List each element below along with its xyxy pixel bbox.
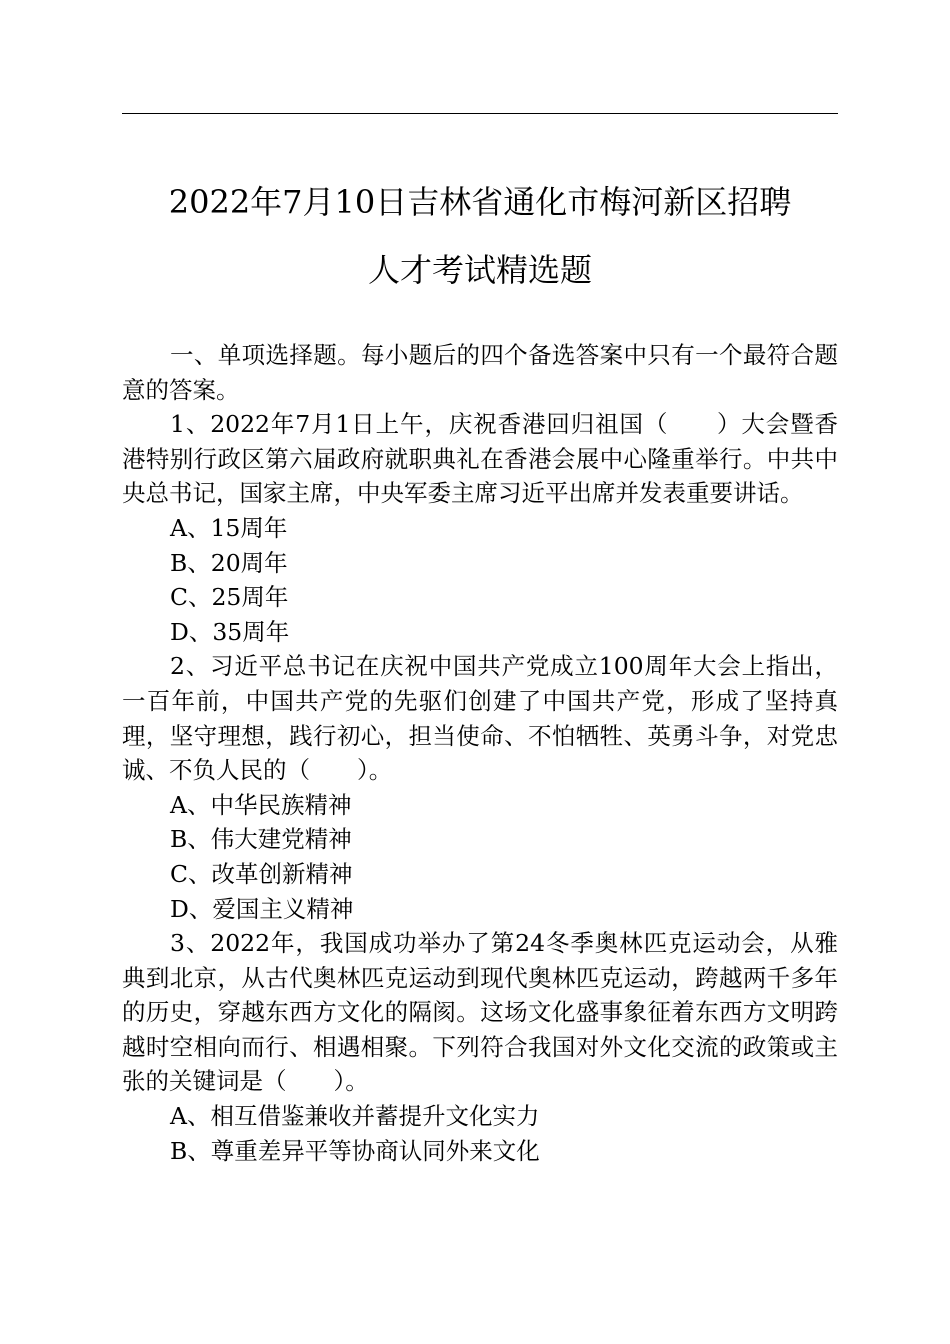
question-2-stem: 2、习近平总书记在庆祝中国共产党成立100周年大会上指出，一百年前，中国共产党的先驱们创建了中国共产党，形成了坚持真理，坚守理想，践行初心，担当使命、不怕牺牲、英勇斗争，对党忠诚、不负人民的（ ）。 [122,652,838,785]
question-2-option-a: A、中华民族精神 [170,790,352,819]
document-body [122,338,838,1168]
question-3-option-b: B、尊重差异平等协商认同外来文化 [170,1136,540,1165]
question-3-stem: 3、2022年，我国成功举办了第24冬季奥林匹克运动会，从雅典到北京，从古代奥林匹克运动到现代奥林匹克运动，跨越两千多年的历史，穿越东西方文化的隔阂。这场文化盛事象征着东西方文明跨越时空相向而行、相遇相聚。下列符合我国对外文化交流的政策或主张的关键词是（ ）。 [122,929,838,1096]
question-2-option-b: B、伟大建党精神 [170,825,352,854]
question-1-stem: 1、2022年7月1日上午，庆祝香港回归祖国（ ）大会暨香港特别行政区第六届政府就职典礼在香港会展中心隆重举行。中共中央总书记，国家主席，中央军委主席习近平出席并发表重要讲话。 [122,410,838,508]
question-3-option-a: A、相互借鉴兼收并蓄提升文化实力 [170,1102,540,1131]
question-1-option-b: B、20周年 [170,548,288,577]
header-rule [122,113,838,114]
question-1-option-a: A、15周年 [170,513,288,542]
section-intro: 一、单项选择题。每小题后的四个备选答案中只有一个最符合题意的答案。 [122,341,838,404]
document-title-line-2: 人才考试精选题 [367,251,592,289]
question-2-option-c: C、改革创新精神 [170,859,353,888]
question-1-option-c: C、25周年 [170,583,289,612]
question-1-option-d: D、35周年 [170,617,290,646]
document-title-line-1: 2022年7月10日吉林省通化市梅河新区招聘 [168,183,792,221]
question-2-option-d: D、爱国主义精神 [170,894,354,923]
